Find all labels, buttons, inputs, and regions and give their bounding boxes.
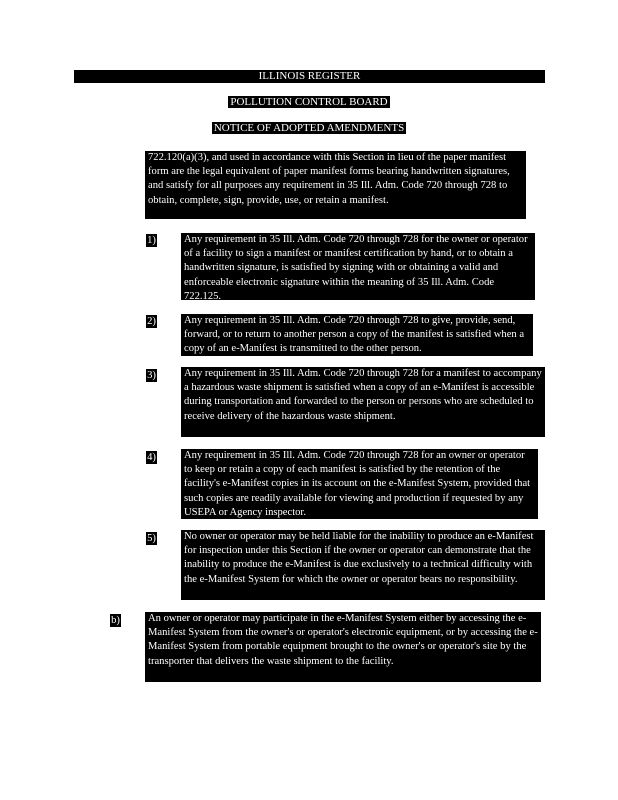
item-paragraph-3: Any requirement in 35 Ill. Adm. Code 720 through 728 for a manifest to accompany a hazardous waste shipment is satisfied when a copy of an e-Manifest is accessible during transportation and forwarded to the person or persons who are scheduled to receive delivery of the hazardous waste shipment. <box>181 367 545 437</box>
item-paragraph-2: Any requirement in 35 Ill. Adm. Code 720 through 728 to give, provide, send, forward, or to return to another person a copy of the manifest is satisfied when a copy of an e-Manifest is transmitted to the other person. <box>181 314 533 356</box>
item-paragraph-4: Any requirement in 35 Ill. Adm. Code 720 through 728 for an owner or operator to keep or retain a copy of each manifest is satisfied by the retention of the facility's e-Manifest copies in its account on the e-Manifest System, provided that such copies are readily available for viewing and production if requested by any USEPA or Agency inspector. <box>181 449 538 519</box>
register-title: ILLINOIS REGISTER <box>258 70 361 82</box>
item-paragraph-5: No owner or operator may be held liable for the inability to produce an e-Manifest for inspection under this Section if the owner or operator can demonstrate that the inability to produce the e-Manifest is due exclusively to a technical difficulty with the e-Manifest System for which the owner or operator bears no responsibility. <box>181 530 545 600</box>
notice-heading <box>0 122 618 135</box>
item-number-2: 2) <box>147 316 156 327</box>
item-paragraph-1: Any requirement in 35 Ill. Adm. Code 720 through 728 for the owner or operator of a facility to sign a manifest or manifest certification by hand, or to obtain a handwritten signature, is satisfied by signing with or obtaining a valid and enforceable electronic signature within the meaning of 35 Ill. Adm. Code 722.125. <box>181 233 535 300</box>
intro-paragraph: 722.120(a)(3), and used in accordance with this Section in lieu of the paper manifest form are the legal equivalent of paper manifest forms bearing handwritten signatures, and satisfy for all purposes any requirement in 35 Ill. Adm. Code 720 through 728 to obtain, complete, sign, provide, use, or retain a manifest. <box>145 151 526 219</box>
item-number-5: 5) <box>147 533 156 544</box>
subsection-number-b: b) <box>111 615 120 626</box>
subsection-paragraph-b: An owner or operator may participate in the e-Manifest System either by accessing the e-Manifest System from the owner's or operator's electronic equipment, or by accessing the e-Manifest System from portable equipment brought to the owner's or operator's site by the transporter that delivers the waste shipment to the facility. <box>145 612 541 682</box>
item-number-4: 4) <box>147 452 156 463</box>
item-number-1: 1) <box>147 235 156 246</box>
board-name <box>0 96 618 109</box>
notice-heading-text: NOTICE OF ADOPTED AMENDMENTS <box>213 122 405 134</box>
item-number-3: 3) <box>147 370 156 381</box>
board-name-text: POLLUTION CONTROL BOARD <box>230 96 388 108</box>
